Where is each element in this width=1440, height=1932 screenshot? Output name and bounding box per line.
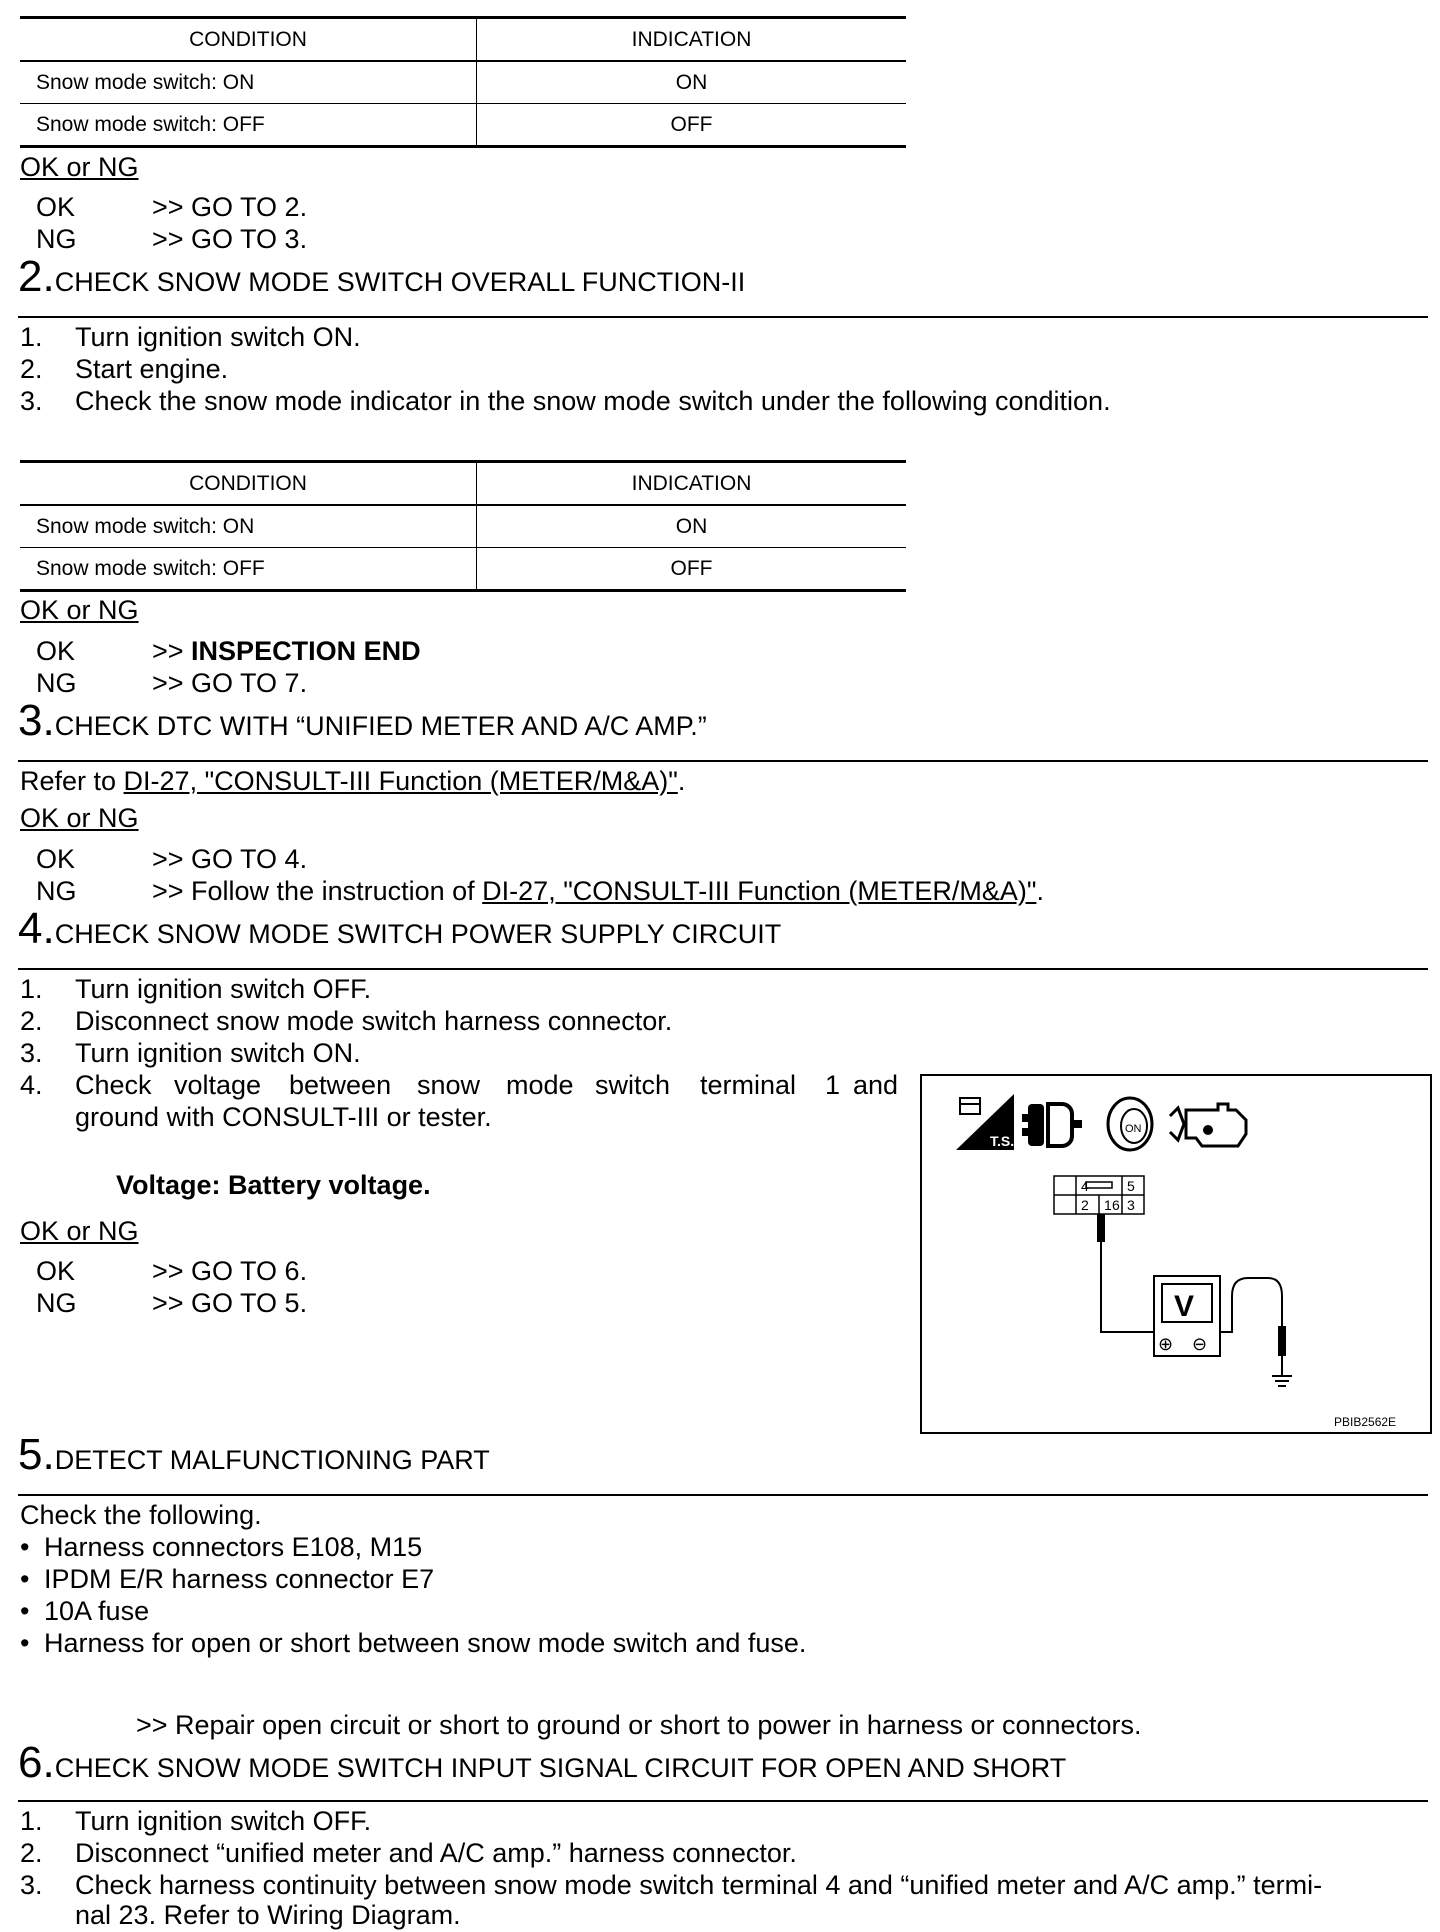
divider [18, 1494, 1428, 1496]
table-row [20, 505, 906, 548]
result-key: OK [36, 844, 76, 874]
terminal-6: 6 [1112, 1197, 1120, 1213]
step-title: CHECK SNOW MODE SWITCH INPUT SIGNAL CIRCUIT FOR OPEN AND SHORT [54, 1753, 1067, 1783]
result-key: OK [36, 192, 76, 222]
step-6-heading [18, 1738, 1066, 1788]
step-number: 5. [18, 1430, 55, 1479]
cell-condition: Snow mode switch: OFF [20, 548, 477, 591]
inspection-end: INSPECTION END [191, 636, 421, 666]
table-row [20, 104, 906, 147]
step-5-heading [18, 1430, 490, 1480]
condition-table-2 [20, 460, 906, 592]
result-key: NG [36, 668, 77, 698]
result-value: >> GO TO 5. [152, 1288, 308, 1318]
result-key: OK [36, 1256, 76, 1286]
table-header-row [20, 18, 906, 62]
reference-link[interactable]: DI-27, "CONSULT-III Function (METER/M&A)" [123, 766, 678, 796]
header-indication: INDICATION [477, 18, 907, 62]
table-header-row [20, 462, 906, 506]
cell-condition: Snow mode switch: ON [20, 61, 477, 104]
list-item-continuation: ground with CONSULT-III or tester. [75, 1102, 492, 1132]
svg-text:⊕: ⊕ [1158, 1334, 1174, 1354]
result-key: NG [36, 224, 77, 254]
divider [18, 968, 1428, 970]
list-item-continuation: nal 23. Refer to Wiring Diagram. [75, 1900, 461, 1930]
table-row [20, 548, 906, 591]
step-title: DETECT MALFUNCTIONING PART [54, 1445, 490, 1475]
svg-text:ON: ON [1125, 1123, 1142, 1135]
ok-or-ng-label: OK or NG [20, 595, 139, 625]
figure-code: PBIB2562E [1334, 1415, 1397, 1429]
cell-indication: ON [477, 61, 907, 104]
refer-line: Refer to DI-27, "CONSULT-III Function (METER/M&A)". [20, 766, 686, 796]
connector-icon [1022, 1104, 1082, 1146]
svg-text:T.S.: T.S. [990, 1133, 1015, 1149]
repair-result: >> Repair open circuit or short to ground or short to power in harness or connectors. [136, 1710, 1142, 1740]
svg-text:4: 4 [1081, 1178, 1089, 1194]
cell-indication: OFF [477, 548, 907, 591]
step-number: 2. [18, 252, 55, 301]
svg-text:1: 1 [1104, 1197, 1112, 1213]
divider [18, 760, 1428, 762]
header-condition: CONDITION [20, 462, 477, 506]
ground-probe [1220, 1278, 1292, 1386]
check-intro: Check the following. [20, 1500, 262, 1530]
step-title: CHECK SNOW MODE SWITCH OVERALL FUNCTION-II [54, 267, 746, 297]
ts-icon [956, 1094, 1014, 1150]
result-value: >> Follow the instruction of DI-27, "CONSULT-III Function (METER/M&A)". [152, 876, 1044, 906]
cell-indication: OFF [477, 104, 907, 147]
divider [18, 316, 1428, 318]
cell-condition: Snow mode switch: OFF [20, 104, 477, 147]
ok-or-ng-label: OK or NG [20, 803, 139, 833]
result-value: >> GO TO 4. [152, 844, 308, 874]
svg-text:⊖: ⊖ [1192, 1334, 1208, 1354]
divider [18, 1800, 1428, 1802]
result-value: >> GO TO 7. [152, 668, 308, 698]
result-value: >> INSPECTION END [152, 636, 421, 666]
condition-table-1 [20, 16, 906, 148]
harness-connector [1054, 1176, 1144, 1214]
step-number: 6. [18, 1738, 55, 1787]
reference-link[interactable]: DI-27, "CONSULT-III Function (METER/M&A)" [482, 876, 1037, 906]
step-4-heading [18, 904, 781, 954]
svg-text:5: 5 [1127, 1178, 1135, 1194]
voltage-spec: Voltage: Battery voltage. [116, 1170, 431, 1200]
result-value: >> GO TO 6. [152, 1256, 308, 1286]
voltage-check-figure [920, 1074, 1432, 1434]
voltmeter [1154, 1276, 1220, 1356]
ignition-on-icon [1108, 1098, 1152, 1150]
step-number: 3. [18, 696, 55, 745]
result-key: NG [36, 876, 77, 906]
step-number: 4. [18, 904, 55, 953]
svg-text:3: 3 [1127, 1197, 1135, 1213]
ok-or-ng-label: OK or NG [20, 1216, 139, 1246]
table-row [20, 61, 906, 104]
step-2-heading [18, 252, 745, 302]
result-key: OK [36, 636, 76, 666]
step-title: CHECK SNOW MODE SWITCH POWER SUPPLY CIRCUIT [54, 919, 782, 949]
cell-indication: ON [477, 505, 907, 548]
svg-text:2: 2 [1081, 1197, 1089, 1213]
header-indication: INDICATION [477, 462, 907, 506]
positive-probe [1097, 1214, 1154, 1332]
result-value: >> GO TO 2. [152, 192, 308, 222]
result-value: >> GO TO 3. [152, 224, 308, 254]
ok-or-ng-label: OK or NG [20, 152, 139, 182]
engine-icon [1170, 1104, 1246, 1146]
step-3-heading [18, 696, 707, 746]
result-key: NG [36, 1288, 77, 1318]
step-title: CHECK DTC WITH “UNIFIED METER AND A/C AMP.” [54, 711, 707, 741]
svg-text:V: V [1174, 1290, 1195, 1323]
cell-condition: Snow mode switch: ON [20, 505, 477, 548]
header-condition: CONDITION [20, 18, 477, 62]
